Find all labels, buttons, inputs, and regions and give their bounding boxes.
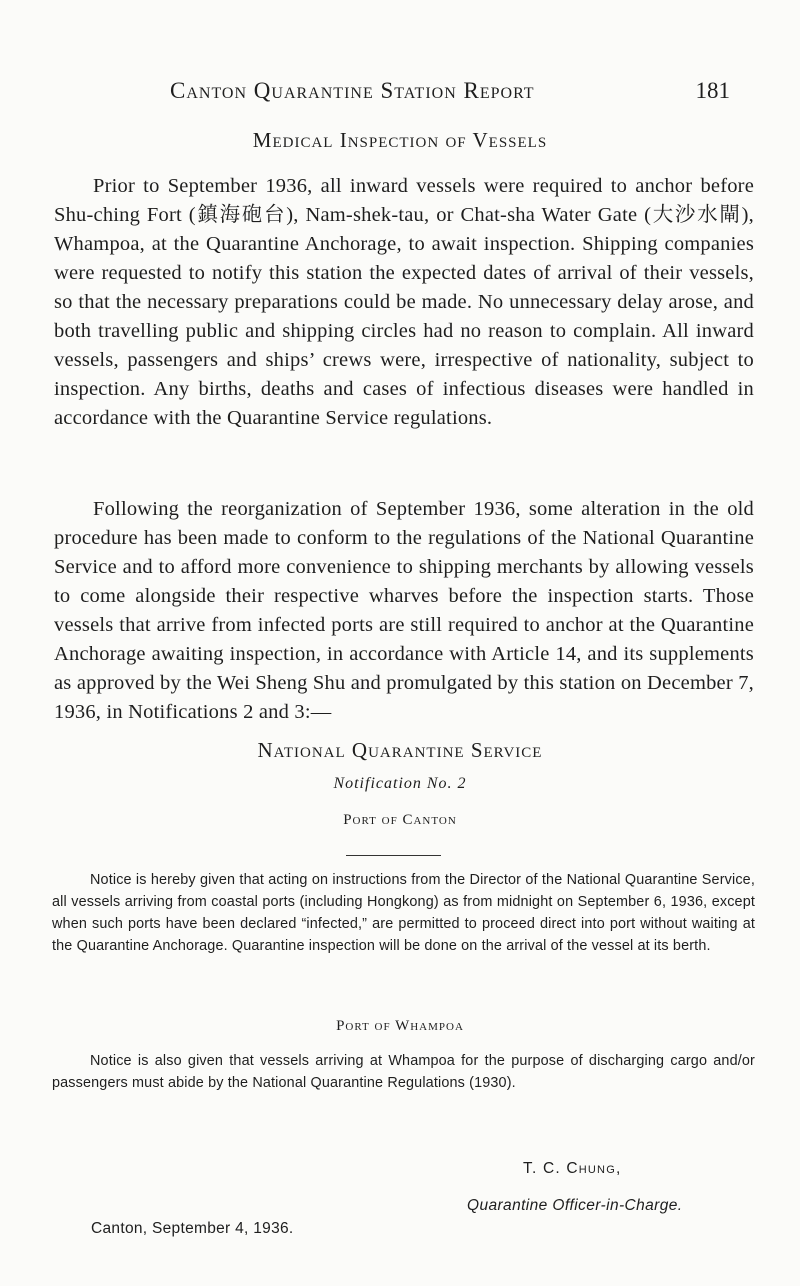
body-paragraph-1: Prior to September 1936, all inward vessels were required to anchor before Shu-ching Fort (鎮海砲台), Nam-shek-tau, or Chat-sha Water Gate (大沙水閘), Whampoa, at the Quarantine Anchorage, to await inspection. Shipping companies were requested to notify this station the expected dates of arrival of their vessels, so that the necessary preparations could be made. No unnecessary delay arose, and both travelling public and shipping circles had no reason to complain. All inward vessels, passengers and ships’ crews were, irrespective of nationality, subject to inspection. Any births, deaths and cases of infectious diseases were handled in accordance with the Quarantine Service regulations.: [54, 175, 754, 429]
running-header-title: Canton Quarantine Station Report: [170, 78, 535, 103]
notice-heading: National Quarantine Service: [257, 738, 543, 762]
section-title: Medical Inspection of Vessels: [252, 128, 548, 152]
page-number: 181: [695, 78, 730, 103]
dateline: Canton, September 4, 1936.: [91, 1220, 294, 1237]
signatory-name: T. C. Chung,: [523, 1160, 622, 1177]
port-whampoa-title: Port of Whampoa: [336, 1018, 464, 1034]
port-whampoa-notice: Notice is also given that vessels arriving at Whampoa for the purpose of discharging cargo and/or passengers must abide by the National Quarantine Regulations (1930).: [52, 1053, 755, 1091]
notification-number: Notification No. 2: [333, 775, 467, 792]
divider-rule: [346, 855, 441, 856]
body-paragraph-2: Following the reorganization of September 1936, some alteration in the old procedure has been made to conform to the regulations of the National Quarantine Service and to afford more convenience to shipping merchants by allowing vessels to come alongside their respective wharves before the inspection starts. Those vessels that arrive from infected ports are still required to anchor at the Quarantine Anchorage awaiting inspection, in accordance with Article 14, and its supplements as approved by the Wei Sheng Shu and promulgated by this station on December 7, 1936, in Notifications 2 and 3:—: [54, 498, 754, 723]
port-canton-notice: Notice is hereby given that acting on instructions from the Director of the National Quarantine Service, all vessels arriving from coastal ports (including Hongkong) as from midnight on September 6, 1936, except when such ports have been declared “infected,” are permitted to proceed direct into port without waiting at the Quarantine Anchorage. Quarantine inspection will be done on the arrival of the vessel at its berth.: [52, 872, 755, 954]
signatory-title: Quarantine Officer-in-Charge.: [467, 1197, 683, 1214]
port-canton-title: Port of Canton: [343, 812, 457, 828]
